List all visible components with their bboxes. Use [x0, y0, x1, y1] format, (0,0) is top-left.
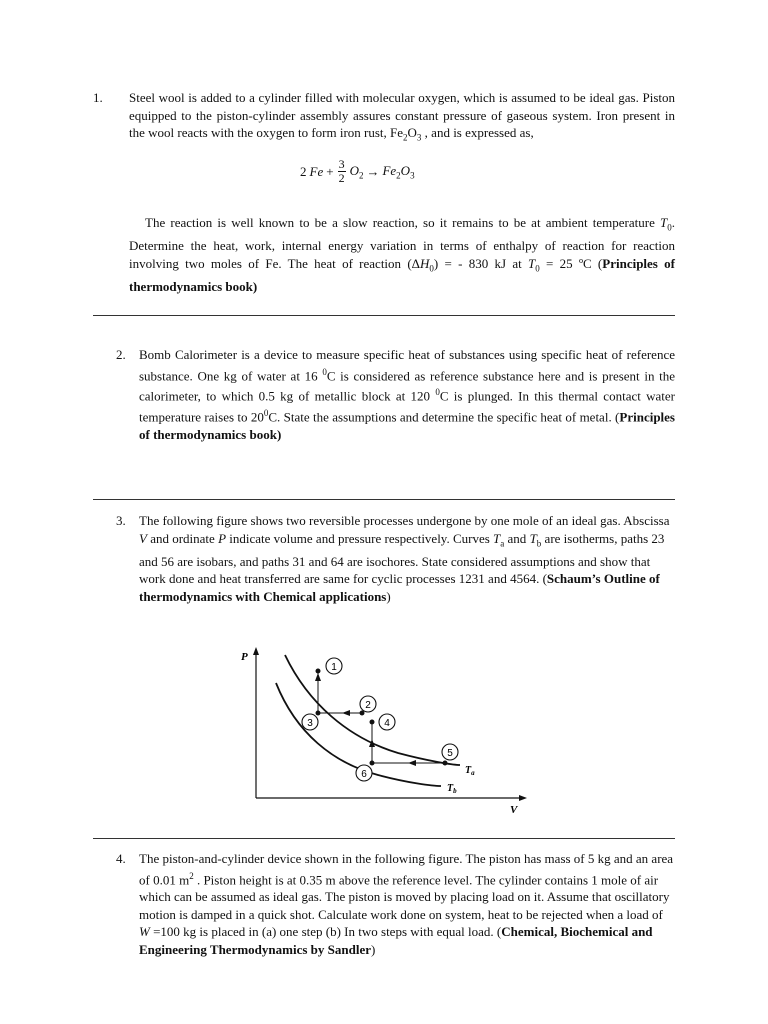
x-axis-label: V: [510, 804, 518, 816]
path-31-arrow: [315, 673, 321, 681]
question-2-body: Bomb Calorimeter is a device to measure specific heat of substances using specific heat of reference substance. One kg of water at 16 $^0$C is considered as reference substance here and is present in the calorimeter, to which 0.5 kg of metallic block at 120 $^0$C is plunged. In this thermal contact water temperature raises to $20^0C$. State the assumptions and determine the specific heat of metal. (Principles of thermodynamics book): [139, 347, 676, 442]
svg-text:4: 4: [384, 718, 390, 729]
point-6-label: [356, 765, 372, 781]
question-4-body: The piston-and-cylinder device shown in the following figure. The piston has mass of 5 kg and an area of 0.01 $m^2$ . Piston height is at 0.35 m above the reference level. The cylinder contains 1 mole of air which can be assumed as ideal gas. The piston is moved by placing load on it. Assume that oscillatory motion is damped in a quick shot. Calculate work done on system, heat to be rejected when a load of W =100 kg is placed in (a) one step (b) In two steps with equal load. (Chemical, Biochemical and Engineering Thermodynamics by Sandler): [139, 851, 674, 957]
point-1-label: [326, 658, 342, 674]
y-axis-arrow: [253, 647, 259, 655]
question-number: 2.: [116, 347, 126, 362]
svg-text:2: 2: [365, 700, 371, 711]
path-23-arrow: [342, 710, 350, 716]
pv-diagram: [238, 643, 538, 818]
path-56-arrow: [408, 760, 416, 766]
source-citation: Chemical, Biochemical and Engineering Thermodynamics by Sandler: [139, 924, 653, 957]
svg-text:3: 3: [307, 718, 313, 729]
source-citation: Principles of thermodynamics book): [129, 255, 675, 294]
svg-text:1: 1: [331, 662, 337, 673]
point-5-label: [442, 744, 458, 760]
question-3-body: The following figure shows two reversible processes undergone by one mole of an ideal gas. Abscissa V and ordinate P indicate volume and pressure respectively. Curves $T_a$ and $T_b$ are isotherms, paths 23 and 56 are isobars, and paths 31 and 64 are isochores. State considered assumptions and show that work done and heat transferred are same for cyclic processes 1231 and 4564. (Schaum’s Outline of thermodynamics with Chemical applications): [139, 513, 670, 604]
question-number: 4.: [116, 851, 126, 866]
question-1-body: The reaction is well known to be a slow reaction, so it remains to be at ambient temperature $T_0$. Determine the heat, work, internal energy variation in terms of enthalpy of reaction for reaction involving two moles of Fe. The heat of reaction $(\Delta H_0)$ = - 830 kJ at $T_0 = 25$ ºC (Principles of thermodynamics book): [129, 215, 675, 294]
svg-text:5: 5: [447, 748, 453, 759]
source-citation: Principles of thermodynamics book): [139, 409, 675, 442]
point-3-label: [302, 714, 318, 730]
tb-label: $T_b$: [447, 783, 457, 795]
svg-text:6: 6: [361, 769, 367, 780]
y-axis-label: P: [241, 651, 248, 663]
fraction-3-2: $\frac{3}{2}$: [338, 157, 345, 185]
question-1-intro: Steel wool is added to a cylinder filled with molecular oxygen, which is assumed to be ideal gas. Piston equipped to the piston-cylinder assembly assures constant pressure of gaseous system. Iron present in the wool reacts with the oxygen to form iron rust, $Fe_2O_3$ , and is expressed as,: [129, 90, 675, 143]
point-4-label: [379, 714, 395, 730]
divider: [93, 499, 675, 500]
divider: [93, 315, 675, 316]
divider: [93, 838, 675, 839]
question-number: 1.: [93, 90, 103, 105]
point-2-label: [360, 696, 376, 712]
ta-label: $T_a$: [465, 765, 475, 777]
source-citation: Schaum’s Outline of thermodynamics with Chemical applications: [139, 571, 660, 604]
reaction-equation: 2 Fe + $\frac{3}{2}$ $O_2$ → $Fe_2O_3$: [300, 157, 415, 185]
x-axis-arrow: [519, 795, 527, 801]
question-number: 3.: [116, 513, 126, 528]
